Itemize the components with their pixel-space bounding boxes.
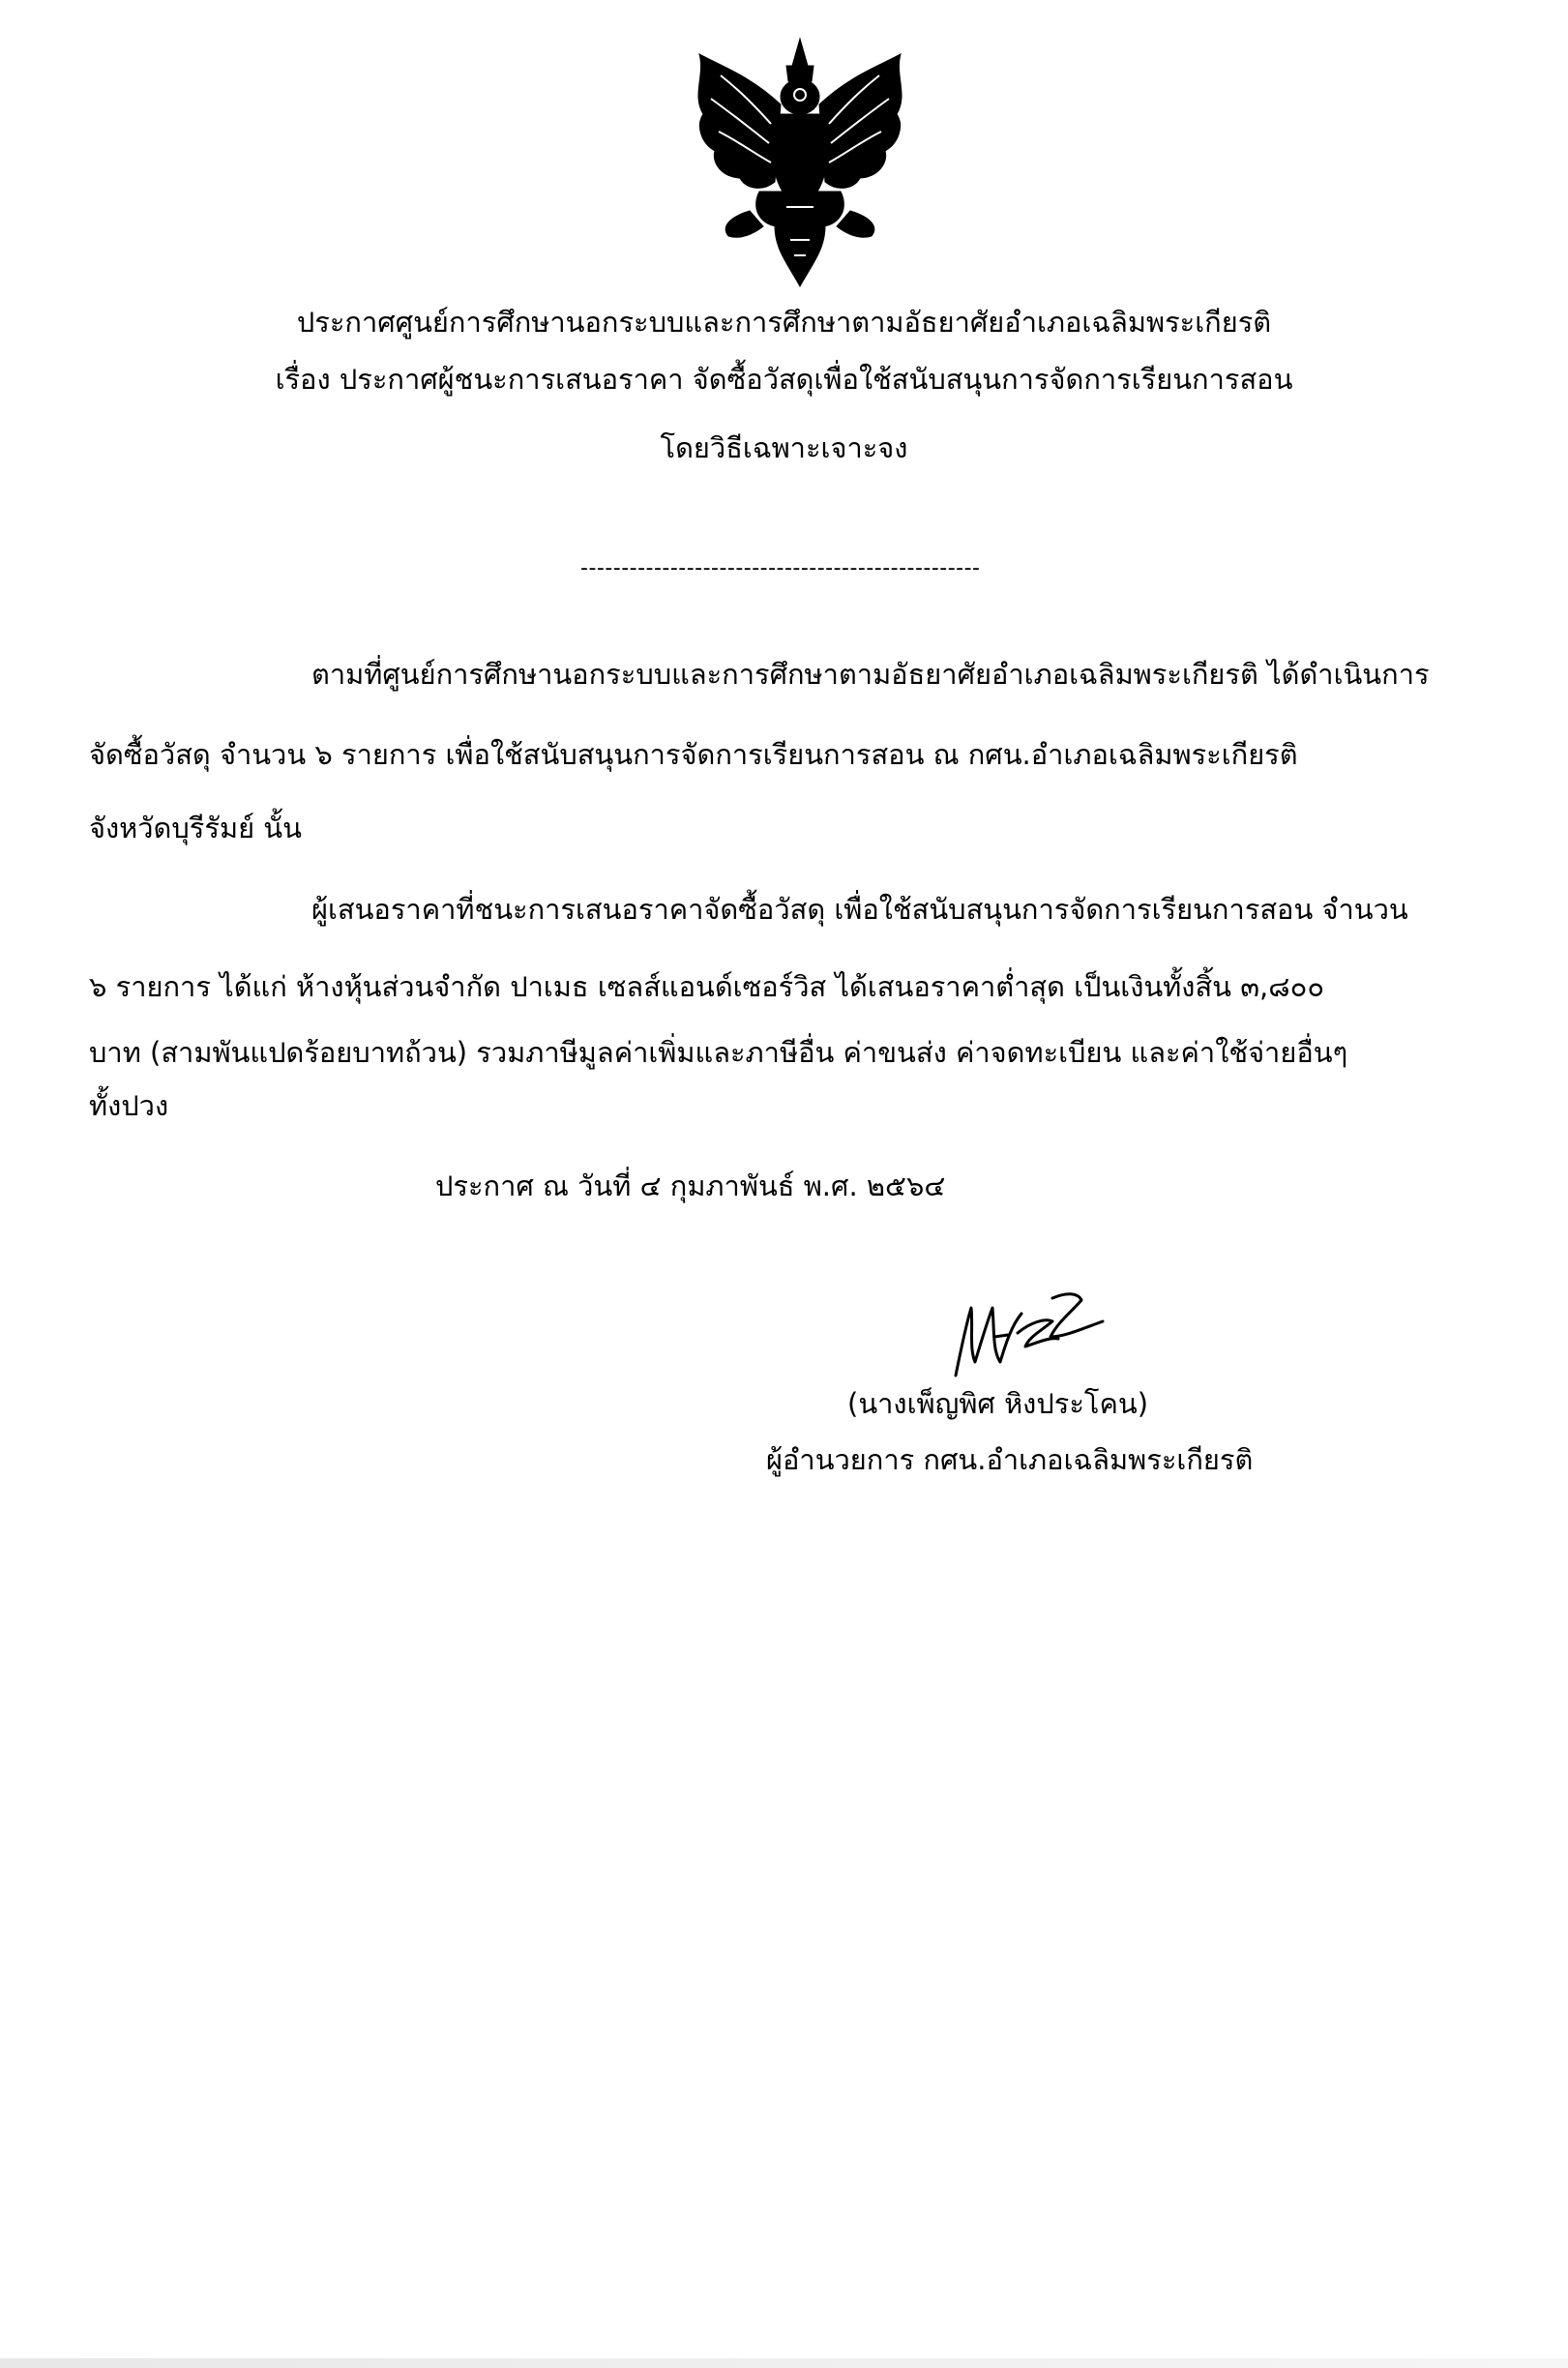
paragraph-1-line-1 bbox=[311, 655, 1526, 694]
garuda-emblem-icon bbox=[682, 37, 919, 290]
announcement-title: ประกาศศูนย์การศึกษานอกระบบและการศึกษาตามอัธยาศัยอำเภอเฉลิมพระเกียรติ bbox=[296, 306, 1272, 339]
paragraph-1-line-2: จัดซื้อวัสดุ จำนวน ๖ รายการ เพื่อใช้สนับสนุนการจัดการเรียนการสอน ณ กศน.อำเภอเฉลิมพระเกียรติ bbox=[89, 738, 1298, 771]
handwritten-signature-icon bbox=[936, 1279, 1110, 1385]
signatory-name: (นางเพ็ญพิศ หิงประโคน) bbox=[847, 1387, 1149, 1420]
paragraph-2-line-2: ๖ รายการ ได้แก่ ห้างหุ้นส่วนจำกัด ปาเมธ เซลส์แอนด์เซอร์วิส ได้เสนอราคาต่ำสุด เป็นเงินทั้งสิ้น ๓,๘๐๐ bbox=[89, 970, 1325, 1003]
paragraph-1-line-3: จังหวัดบุรีรัมย์ นั้น bbox=[89, 812, 302, 844]
header-divider: ------------------------------------------------- bbox=[580, 556, 981, 580]
paragraph-2-line-3: บาท (สามพันแปดร้อยบาทถ้วน) รวมภาษีมูลค่าเพิ่มและภาษีอื่น ค่าขนส่ง ค่าจดทะเบียน และค่าใช้จ่ายอื่นๆ bbox=[89, 1036, 1348, 1069]
paragraph-2-line-4: ทั้งปวง bbox=[89, 1089, 169, 1122]
scan-edge bbox=[0, 2358, 1568, 2368]
announcement-method: โดยวิธีเฉพาะเจาะจง bbox=[660, 431, 908, 464]
paragraph-1-line-1-text: ตามที่ศูนย์การศึกษานอกระบบและการศึกษาตามอัธยาศัยอำเภอเฉลิมพระเกียรติ ได้ดำเนินการ bbox=[311, 658, 1430, 691]
paragraph-2-line-1: ผู้เสนอราคาที่ชนะการเสนอราคาจัดซื้อวัสดุ เพื่อใช้สนับสนุนการจัดการเรียนการสอน จำนวน bbox=[311, 893, 1408, 926]
announcement-date: ประกาศ ณ วันที่ ๔ กุมภาพันธ์ พ.ศ. ๒๕๖๔ bbox=[435, 1169, 946, 1202]
announcement-subject: เรื่อง ประกาศผู้ชนะการเสนอราคา จัดซื้อวัสดุเพื่อใช้สนับสนุนการจัดการเรียนการสอน bbox=[275, 363, 1293, 396]
signatory-position: ผู้อำนวยการ กศน.อำเภอเฉลิมพระเกียรติ bbox=[766, 1443, 1254, 1476]
